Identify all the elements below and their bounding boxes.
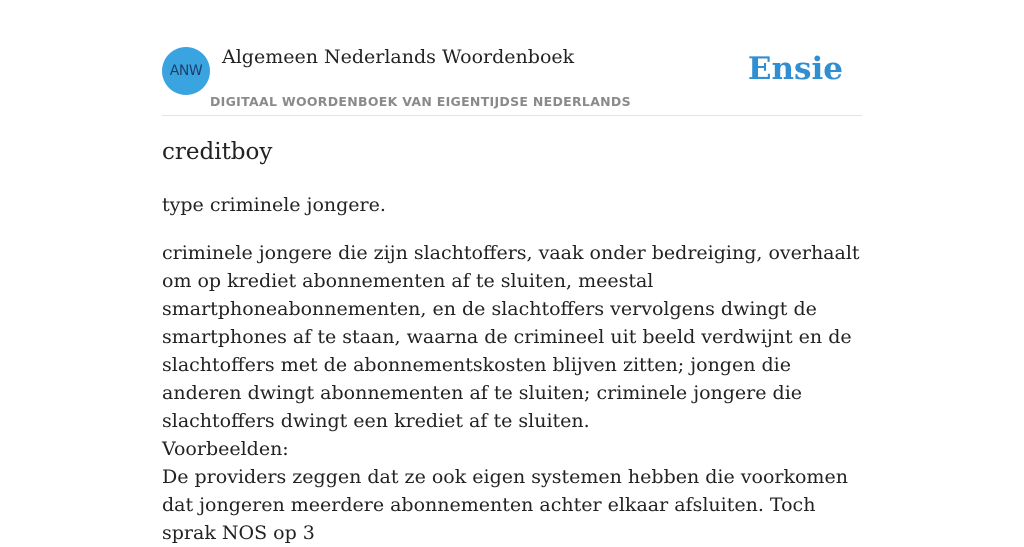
- site-subtitle: DIGITAAL WOORDENBOEK VAN EIGENTIJDSE NEDERLANDS: [210, 94, 631, 109]
- short-definition: type criminele jongere.: [162, 194, 386, 216]
- ensie-brand-link[interactable]: Ensie: [747, 51, 843, 87]
- headword: creditboy: [162, 139, 273, 165]
- long-definition: criminele jongere die zijn slachtoffers, vaak onder bedreiging, overhaalt om op krediet abonnementen af te sluiten, meestal smartphoneabonnementen, en de slachtoffers vervolgens dwingt de smartphones af te staan, waarna de crimineel uit beeld verdwijnt en de slachtoffers met de abonnementskosten blijven zitten; jongen die anderen dwingt abonnementen af te sluiten; criminele jongere die slachtoffers dwingt een krediet af te sluiten.: [162, 242, 860, 432]
- site-title[interactable]: Algemeen Nederlands Woordenboek: [222, 46, 575, 68]
- examples-label: Voorbeelden:: [162, 438, 289, 460]
- site-header: [162, 0, 862, 116]
- anw-logo[interactable]: [162, 47, 210, 95]
- main-container: [162, 0, 862, 544]
- logo-text: ANW: [169, 63, 203, 79]
- example-text: De providers zeggen dat ze ook eigen systemen hebben die voorkomen dat jongeren meerdere abonnementen achter elkaar afsluiten. Toch sprak NOS op 3: [162, 466, 848, 544]
